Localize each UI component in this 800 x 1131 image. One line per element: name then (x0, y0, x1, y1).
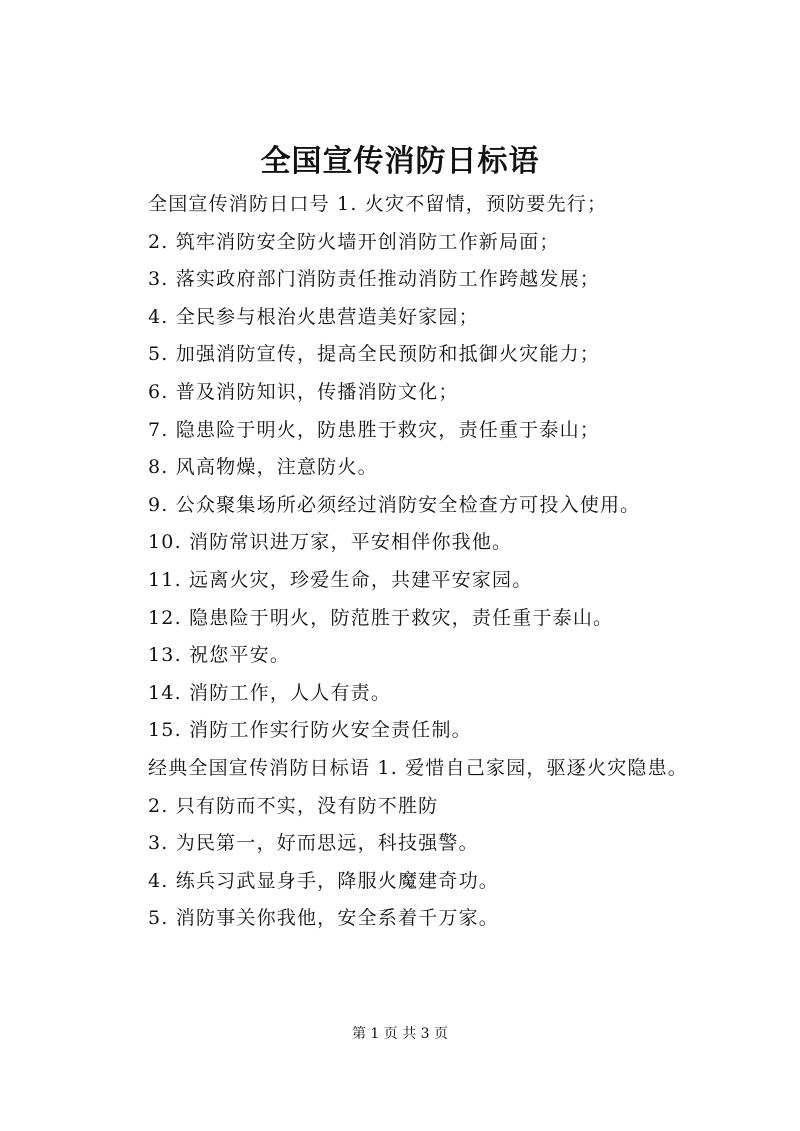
page-title: 全国宣传消防日标语 (260, 144, 540, 179)
text-line: 5. 加强消防宣传，提高全民预防和抵御火灾能力； (148, 343, 600, 366)
text-line: 14. 消防工作，人人有责。 (148, 681, 392, 704)
text-line: 3. 为民第一，好而思远，科技强警。 (148, 832, 479, 855)
text-line: 经典全国宣传消防日标语 1. 爱惜自己家园，驱逐火灾隐患。 (148, 756, 689, 779)
text-line: 7. 隐患险于明火，防患胜于救灾，责任重于泰山； (148, 418, 600, 441)
text-line: 13. 祝您平安。 (148, 644, 291, 667)
text-line: 11. 远离火灾，珍爱生命，共建平安家园。 (148, 568, 533, 591)
text-line: 4. 练兵习武显身手，降服火魔建奇功。 (148, 869, 499, 892)
page-footer: 第 1 页 共 3 页 (351, 1026, 449, 1042)
text-line: 3. 落实政府部门消防责任推动消防工作跨越发展； (148, 268, 600, 291)
text-line: 5. 消防事关你我他，安全系着千万家。 (148, 907, 499, 930)
text-line: 9. 公众聚集场所必须经过消防安全检查方可投入使用。 (148, 493, 641, 516)
text-line: 全国宣传消防日口号 1. 火灾不留情，预防要先行； (148, 193, 608, 215)
text-line: 2. 只有防而不实，没有防不胜防 (148, 794, 439, 817)
text-line: 15. 消防工作实行防火安全责任制。 (148, 719, 472, 742)
text-line: 2. 筑牢消防安全防火墙开创消防工作新局面； (148, 230, 560, 253)
text-line: 12. 隐患险于明火，防范胜于救灾，责任重于泰山。 (148, 606, 614, 629)
text-line: 6. 普及消防知识，传播消防文化； (148, 380, 459, 403)
text-line: 4. 全民参与根治火患营造美好家园； (148, 305, 479, 328)
document-body (148, 186, 768, 938)
text-line: 8. 风高物燥，注意防火。 (148, 456, 378, 479)
text-line: 10. 消防常识进万家，平安相伴你我他。 (148, 531, 513, 554)
